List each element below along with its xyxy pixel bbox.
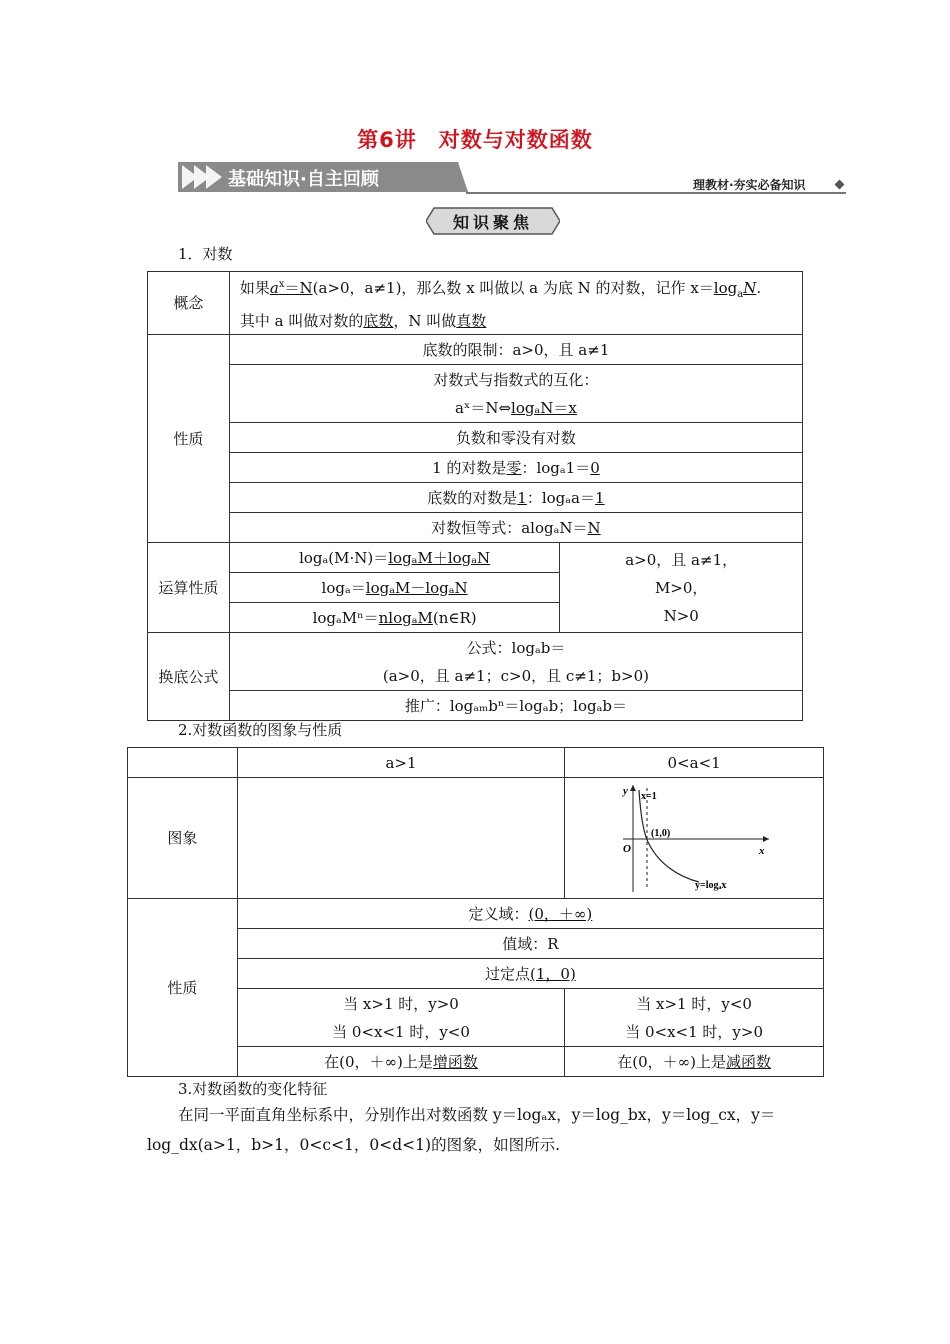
text: 当 0<x<1 时，y>0 bbox=[625, 1022, 764, 1041]
text: logₐ(M·N)＝ bbox=[299, 548, 389, 567]
y-axis-label: y bbox=[623, 785, 628, 797]
log-graph bbox=[619, 782, 769, 894]
change-base-cell bbox=[229, 633, 802, 691]
vline-label: x=1 bbox=[641, 791, 657, 802]
graph-label: 图象 bbox=[128, 778, 238, 899]
text: (0，＋∞) bbox=[528, 904, 593, 923]
table-row bbox=[148, 513, 803, 543]
range-cell: 值域：R bbox=[237, 929, 823, 959]
header-a-lt-1: 0<a<1 bbox=[565, 748, 824, 778]
paragraph-line-1: 在同一平面直角坐标系中，分别作出对数函数 y＝logₐx，y＝log_bx，y＝log_cx，y＝ bbox=[178, 1106, 776, 1124]
text: 1 的对数是 bbox=[432, 458, 507, 477]
text: log bbox=[713, 279, 738, 297]
property-cell bbox=[229, 365, 802, 423]
text: M>0， bbox=[654, 578, 708, 597]
table-row bbox=[128, 778, 824, 899]
text: 真数 bbox=[456, 312, 487, 330]
text: 1 bbox=[595, 488, 605, 507]
text: 当 x>1 时，y<0 bbox=[636, 994, 752, 1013]
text: aˣ＝N⇔ bbox=[455, 398, 512, 417]
operations-condition bbox=[560, 543, 803, 633]
fixed-point-cell bbox=[237, 959, 823, 989]
function-table bbox=[127, 747, 824, 1077]
concept-cell bbox=[229, 272, 802, 335]
table-row bbox=[148, 633, 803, 691]
text: 如果 bbox=[239, 279, 270, 297]
property-cell bbox=[229, 513, 802, 543]
text: 增函数 bbox=[432, 1052, 478, 1071]
section-heading-2: 2.对数函数的图象与性质 bbox=[178, 721, 343, 739]
text: 在(0，＋∞)上是 bbox=[617, 1052, 726, 1071]
property-label: 性质 bbox=[128, 899, 238, 1077]
text: logₐM－logₐN bbox=[365, 578, 468, 597]
text: a>0，且 a≠1， bbox=[625, 550, 738, 569]
operation-cell bbox=[229, 543, 560, 573]
table-row bbox=[148, 543, 803, 573]
monotonic-cell-a-lt-1 bbox=[565, 1047, 824, 1077]
property-label: 性质 bbox=[148, 335, 230, 543]
text: logₐ＝ bbox=[321, 578, 366, 597]
header-a-gt-1: a>1 bbox=[237, 748, 564, 778]
operations-label: 运算性质 bbox=[148, 543, 230, 633]
table-row bbox=[148, 335, 803, 365]
diamond-icon bbox=[835, 180, 845, 190]
text: 零 bbox=[506, 458, 522, 477]
operation-cell bbox=[229, 603, 560, 633]
curve-label: y=logₐx bbox=[695, 880, 727, 891]
table-row bbox=[148, 423, 803, 453]
change-base-label: 换底公式 bbox=[148, 633, 230, 721]
text: logₐM＋logₐN bbox=[388, 548, 491, 567]
text: . bbox=[756, 279, 762, 297]
paragraph-line-2: log_dx(a>1，b>1，0<c<1，0<d<1)的图象，如图所示. bbox=[147, 1136, 561, 1154]
banner-right-text: 理教材·夯实必备知识 bbox=[693, 178, 806, 192]
text: (n∈R) bbox=[432, 608, 477, 627]
text: (a>0，a≠1)，那么数 x 叫做以 a 为底 N 的对数，记作 x＝ bbox=[312, 279, 714, 297]
table-row bbox=[148, 453, 803, 483]
text: 减函数 bbox=[725, 1052, 771, 1071]
text bbox=[713, 279, 757, 300]
text: N>0 bbox=[663, 606, 699, 625]
text: x bbox=[278, 279, 285, 290]
point-label: (1,0) bbox=[651, 828, 671, 839]
page-title: 第6讲 对数与对数函数 bbox=[357, 128, 593, 152]
property-cell: 负数和零没有对数 bbox=[229, 423, 802, 453]
domain-cell bbox=[237, 899, 823, 929]
text: 在(0，＋∞)上是 bbox=[324, 1052, 433, 1071]
text: a bbox=[269, 279, 279, 297]
text: ：logₐ1＝ bbox=[521, 458, 591, 477]
empty-cell bbox=[128, 748, 238, 778]
text: 当 x>1 时，y>0 bbox=[343, 994, 459, 1013]
text: logₐN＝x bbox=[511, 398, 577, 417]
graph-cell-empty bbox=[237, 778, 564, 899]
x-axis-label: x bbox=[759, 845, 765, 857]
log-table bbox=[147, 271, 803, 721]
table-row bbox=[128, 748, 824, 778]
property-cell bbox=[229, 453, 802, 483]
text: ＝N bbox=[284, 279, 313, 297]
text: 对数恒等式：alogₐN＝ bbox=[431, 518, 588, 537]
property-cell bbox=[229, 483, 802, 513]
text: 1 bbox=[517, 488, 527, 507]
table-row bbox=[128, 899, 824, 929]
property-cell: 底数的限制：a>0，且 a≠1 bbox=[229, 335, 802, 365]
text bbox=[270, 279, 313, 297]
table-row bbox=[148, 272, 803, 335]
table-row bbox=[148, 365, 803, 423]
text: logₐMⁿ＝ bbox=[312, 608, 379, 627]
operation-cell bbox=[229, 573, 560, 603]
text: ：logₐa＝ bbox=[526, 488, 596, 507]
text: 公式：logₐb＝ bbox=[466, 638, 566, 657]
banner-left-text: 基础知识·自主回顾 bbox=[228, 169, 379, 190]
text: 0 bbox=[590, 458, 600, 477]
section-heading-3: 3.对数函数的变化特征 bbox=[178, 1080, 328, 1098]
graph-cell bbox=[565, 778, 824, 899]
monotonic-cell-a-gt-1 bbox=[237, 1047, 564, 1077]
text: 当 0<x<1 时，y<0 bbox=[332, 1022, 470, 1041]
knowledge-tag: 知识聚焦 bbox=[452, 213, 533, 232]
sign-cell-a-lt-1 bbox=[565, 989, 824, 1047]
section-heading-1: 1．对数 bbox=[178, 245, 233, 263]
text: a bbox=[737, 289, 744, 300]
text: 底数 bbox=[363, 312, 394, 330]
text: 其中 a 叫做对数的 bbox=[239, 312, 364, 330]
table-row bbox=[148, 483, 803, 513]
text: 对数式与指数式的互化： bbox=[433, 370, 599, 389]
text: N bbox=[587, 518, 601, 537]
text: 定义域： bbox=[468, 904, 529, 923]
text: 过定点 bbox=[485, 964, 531, 983]
text: ，N 叫做 bbox=[393, 312, 457, 330]
text: (1，0) bbox=[530, 964, 576, 983]
text: N bbox=[743, 279, 757, 297]
table-row bbox=[148, 691, 803, 721]
origin-label: O bbox=[623, 843, 632, 855]
text: 底数的对数是 bbox=[427, 488, 518, 507]
text: (a>0，且 a≠1；c>0，且 c≠1；b>0) bbox=[382, 666, 649, 685]
concept-label: 概念 bbox=[148, 272, 230, 335]
text: nlogₐM bbox=[378, 608, 433, 627]
change-base-cell: 推广：logₐₘbⁿ＝logₐb；logₐb＝ bbox=[229, 691, 802, 721]
sign-cell-a-gt-1 bbox=[237, 989, 564, 1047]
